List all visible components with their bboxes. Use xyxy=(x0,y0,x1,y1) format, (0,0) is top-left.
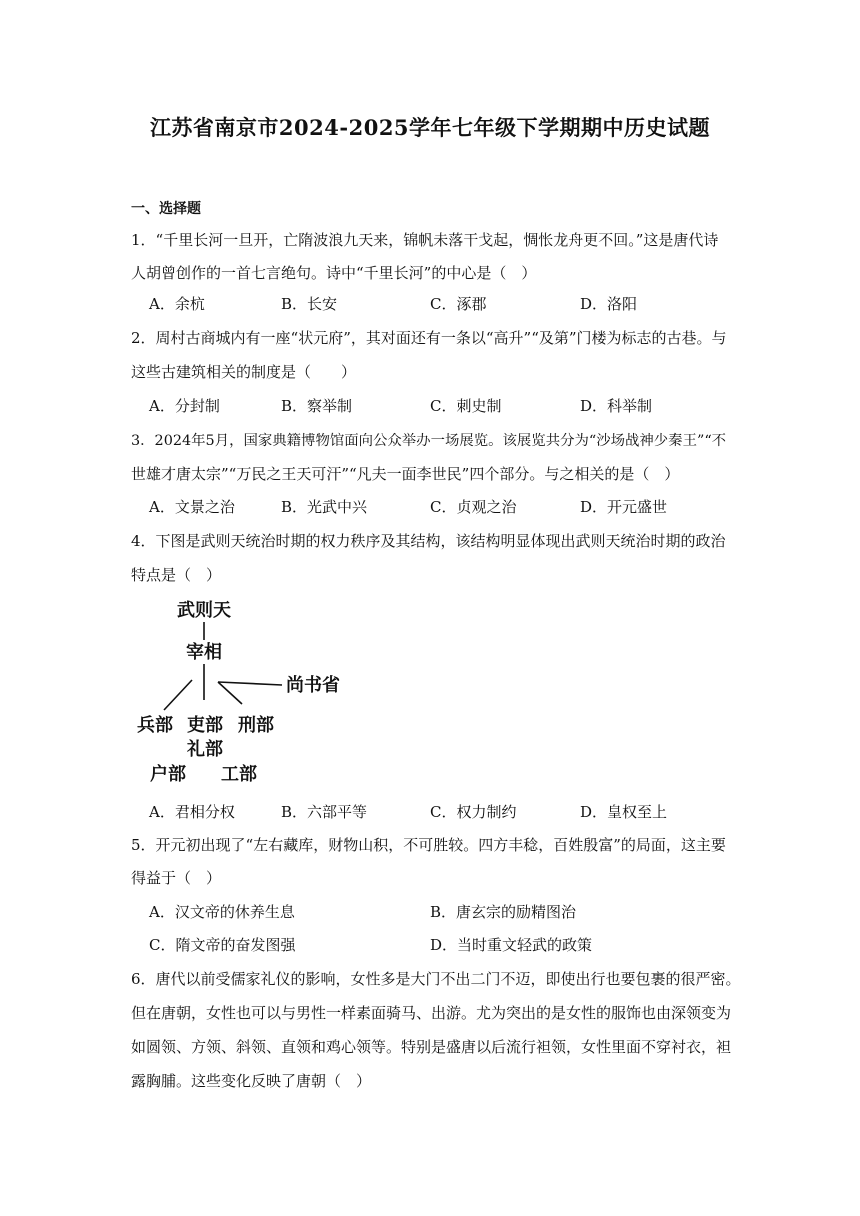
page-title: 江苏省南京市2024-2025学年七年级下学期期中历史试题 xyxy=(149,115,711,140)
q1-option-b[interactable]: B．长安 xyxy=(281,295,338,313)
q4-option-b[interactable]: B．六部平等 xyxy=(281,803,368,821)
q4-option-d[interactable]: D．皇权至上 xyxy=(580,803,668,821)
q1-stem-line1: 1．“千里长河一旦开，亡隋波浪九天来，锦帆未落干戈起，惆怅龙舟更不回。”这是唐代诗 xyxy=(131,231,719,249)
diagram-connector xyxy=(218,682,242,704)
q3-option-c[interactable]: C．贞观之治 xyxy=(430,498,517,516)
q2-option-c[interactable]: C．刺史制 xyxy=(430,397,502,415)
q6-stem-line4: 露胸脯。这些变化反映了唐朝（ ） xyxy=(131,1072,372,1090)
q2-option-a[interactable]: A．分封制 xyxy=(149,397,220,415)
q2-stem-line2: 这些古建筑相关的制度是（ ） xyxy=(131,363,357,381)
q2-option-d[interactable]: D．科举制 xyxy=(580,397,653,415)
q2-option-b[interactable]: B．察举制 xyxy=(281,397,353,415)
q1-option-d[interactable]: D．洛阳 xyxy=(580,295,638,313)
diagram-node-emperor: 武则天 xyxy=(177,600,231,621)
q1-option-a[interactable]: A．余杭 xyxy=(149,295,205,313)
diagram-node-libu-rites: 礼部 xyxy=(187,739,223,760)
q6-stem-line1: 6．唐代以前受儒家礼仪的影响，女性多是大门不出二门不迈，即使出行也要包裹的很严密。 xyxy=(131,970,741,988)
q3-stem-line2: 世雄才唐太宗”“万民之王天可汗”“凡夫一面李世民”四个部分。与之相关的是（ ） xyxy=(131,465,680,483)
q5-option-c[interactable]: C．隋文帝的奋发图强 xyxy=(149,936,296,954)
q5-option-b[interactable]: B．唐玄宗的励精图治 xyxy=(430,903,577,921)
q3-option-d[interactable]: D．开元盛世 xyxy=(580,498,668,516)
q3-stem-line1: 3．2024年5月，国家典籍博物馆面向公众举办一场展览。该展览共分为“沙场战神少秦王”“不 xyxy=(131,433,727,449)
q3-option-b[interactable]: B．光武中兴 xyxy=(281,498,368,516)
diagram-node-shangshu: 尚书省 xyxy=(286,675,340,696)
q5-stem-line2: 得益于（ ） xyxy=(131,869,222,887)
diagram-connector xyxy=(164,680,192,710)
q5-stem-line1: 5．开元初出现了“左右藏库，财物山积，不可胜较。四方丰稔，百姓殷富”的局面，这主要 xyxy=(131,836,726,854)
diagram-node-libu-personnel: 吏部 xyxy=(187,715,223,736)
q6-stem-line2: 但在唐朝，女性也可以与男性一样素面骑马、出游。尤为突出的是女性的服饰也由深领变为 xyxy=(131,1004,732,1022)
q5-option-d[interactable]: D．当时重文轻武的政策 xyxy=(430,936,593,954)
q6-stem-line3: 如圆领、方领、斜领、直领和鸡心领等。特别是盛唐以后流行袒领，女性里面不穿衬衣，袒 xyxy=(131,1038,732,1056)
diagram-node-hubu: 户部 xyxy=(150,764,186,785)
q1-option-c[interactable]: C．涿郡 xyxy=(430,295,487,313)
q2-stem-line1: 2．周村古商城内有一座“状元府”，其对面还有一条以“高升”“及第”门楼为标志的古巷。与 xyxy=(131,329,727,347)
diagram-connector xyxy=(218,682,282,685)
q1-stem-line2: 人胡曾创作的一首七言绝句。诗中“千里长河”的中心是（ ） xyxy=(131,264,537,282)
q4-option-c[interactable]: C．权力制约 xyxy=(430,803,517,821)
power-structure-diagram xyxy=(130,592,360,788)
q4-stem-line1: 4．下图是武则天统治时期的权力秩序及其结构，该结构明显体现出武则天统治时期的政治 xyxy=(131,532,726,550)
diagram-node-gongbu: 工部 xyxy=(221,764,257,785)
q4-stem-line2: 特点是（ ） xyxy=(131,566,222,584)
diagram-node-chancellor: 宰相 xyxy=(186,642,222,663)
q4-option-a[interactable]: A．君相分权 xyxy=(149,803,235,821)
q5-option-a[interactable]: A．汉文帝的休养生息 xyxy=(149,903,295,921)
diagram-node-xingbu: 刑部 xyxy=(238,715,274,736)
diagram-node-bingbu: 兵部 xyxy=(137,715,173,736)
section-heading: 一、选择题 xyxy=(131,201,201,217)
q3-option-a[interactable]: A．文景之治 xyxy=(149,498,235,516)
